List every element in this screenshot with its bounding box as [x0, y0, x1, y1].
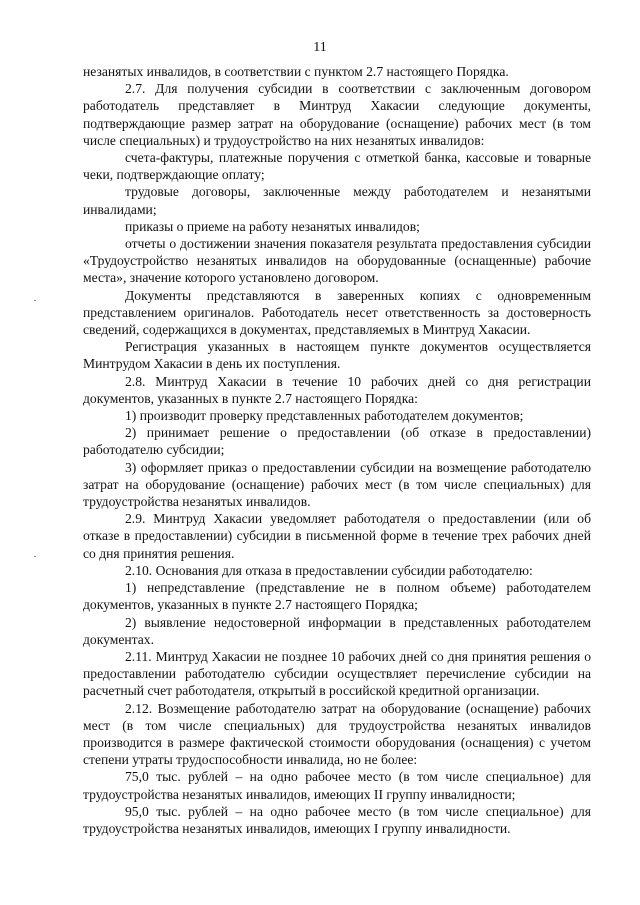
paragraph-invoices: счета-фактуры, платежные поручения с отметкой банка, кассовые и товарные чеки, подтверждающие оплату; [83, 150, 591, 183]
paragraph-2-7: 2.7. Для получения субсидии в соответствии с заключенным договором работодатель представляет в Минтруд Хакасии следующие документы, подтверждающие размер затрат на оборудование (оснащение) рабочих мест (в том числе специальных) и трудоустройство на них незанятых инвалидов: [83, 81, 591, 148]
paragraph-hiring-orders: приказы о приеме на работу незанятых инвалидов; [125, 218, 420, 234]
paragraph-2-10-item-1: 1) непредставление (представление не в полном объеме) работодателем документов, указанных в пункте 2.7 настоящего Порядка; [83, 580, 591, 613]
paragraph-2-10: 2.10. Основания для отказа в предоставлении субсидии работодателю: [125, 562, 533, 578]
paragraph-2-9: 2.9. Минтруд Хакасии уведомляет работодателя о предоставлении (или об отказе в предоставлении) субсидии в письменной форме в течение трех рабочих дней со дня принятия решения. [83, 511, 591, 561]
margin-mark [34, 556, 36, 557]
paragraph-2-8: 2.8. Минтруд Хакасии в течение 10 рабочих дней со дня регистрации документов, указанных в пункте 2.7 настоящего Порядка: [83, 373, 591, 406]
paragraph-2-8-item-2: 2) принимает решение о предоставлении (об отказе в предоставлении) работодателю субсидии; [83, 425, 591, 458]
paragraph-2-10-item-2: 2) выявление недостоверной информации в представленных работодателем документах. [83, 614, 591, 647]
paragraph-2-11: 2.11. Минтруд Хакасии не позднее 10 рабочих дней со дня принятия решения о предоставлении работодателю субсидии осуществляет перечисление субсидии на расчетный счет работодателя, открытый в российской кредитной организации. [83, 648, 591, 699]
paragraph-employment-contracts: трудовые договоры, заключенные между работодателем и незанятыми инвалидами; [83, 184, 591, 217]
paragraph-2-8-item-1: 1) производит проверку представленных работодателем документов; [125, 408, 524, 424]
page-number: 11 [313, 40, 327, 55]
paragraph-2-12: 2.12. Возмещение работодателю затрат на оборудование (оснащение) рабочих мест (в том числе специальных) для трудоустройства незанятых инвалидов производится в размере фактической стоимости оборудования (оснащения) с учетом степени утраты трудоспособности инвалида, но не более: [83, 700, 591, 768]
paragraph-result-reports: отчеты о достижении значения показателя результата предоставления субсидии «Трудоустройство незанятых инвалидов на оборудованные (оснащенные) рабочие места», значение которого установлено договором. [83, 236, 591, 286]
paragraph-2-8-item-3: 3) оформляет приказ о предоставлении субсидии на возмещение работодателю затрат на оборудование (оснащение) рабочих мест (в том числе специальных) для трудоустройства незанятых инвалидов. [83, 459, 591, 510]
document-body [83, 63, 591, 837]
paragraph-limit-group-1: 95,0 тыс. рублей – на одно рабочее место (в том числе специальное) для трудоустройства незанятых инвалидов, имеющих I группу инвалидности. [83, 803, 591, 836]
paragraph-registration: Регистрация указанных в настоящем пункте документов осуществляется Минтрудом Хакасии в день их поступления. [83, 339, 591, 372]
paragraph-limit-group-2: 75,0 тыс. рублей – на одно рабочее место (в том числе специальное) для трудоустройства незанятых инвалидов, имеющих II группу инвалидности; [83, 769, 591, 802]
paragraph-continuation: незанятых инвалидов, в соответствии с пунктом 2.7 настоящего Порядка. [83, 64, 509, 79]
paragraph-certified-copies: Документы представляются в заверенных копиях с одновременным представлением оригиналов. Работодатель несет ответственность за достоверность сведений, содержащихся в документах, представляемых в Минтруд Хакасии. [83, 287, 591, 338]
margin-mark [34, 300, 36, 301]
